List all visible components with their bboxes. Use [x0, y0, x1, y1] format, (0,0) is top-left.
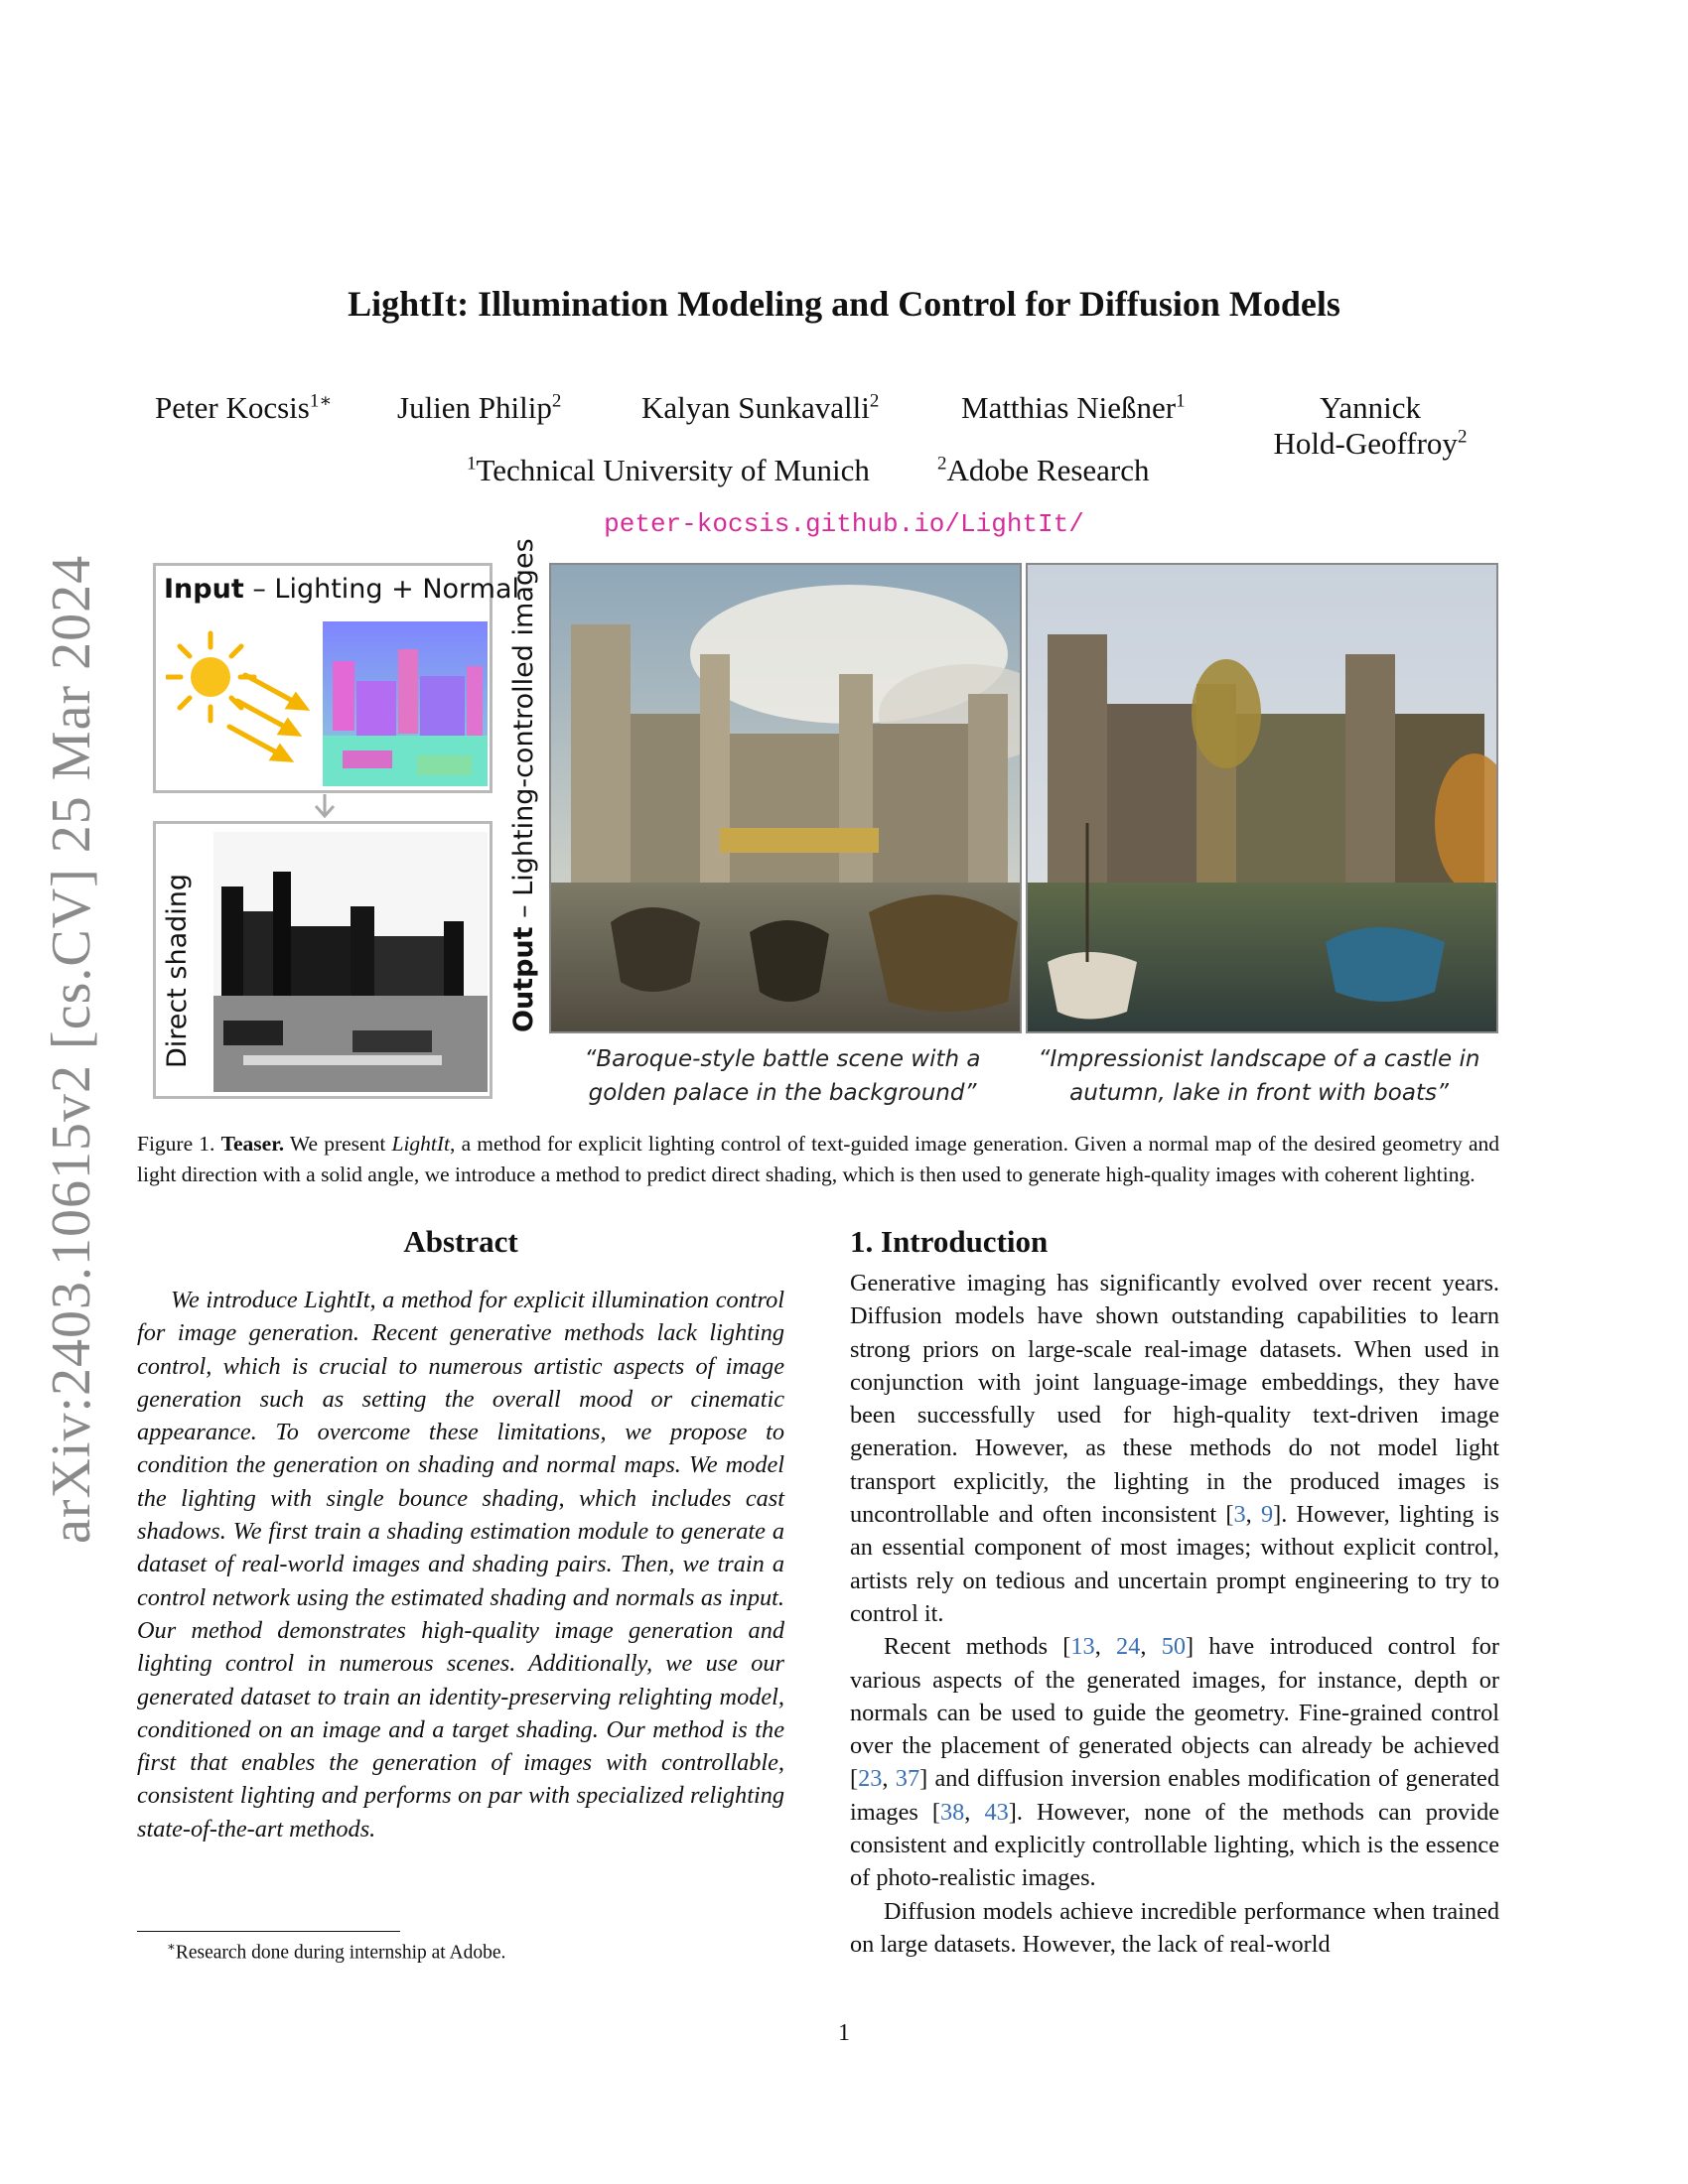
- input-panel: [153, 563, 520, 793]
- citation-link[interactable]: 38: [940, 1798, 965, 1826]
- citation-link[interactable]: 9: [1260, 1501, 1274, 1529]
- output-image-impressionist: [1026, 563, 1498, 1033]
- affiliation-sup: 1: [467, 453, 477, 475]
- citation-link[interactable]: 23: [858, 1765, 883, 1793]
- intro-paragraph-2: Recent methods [13, 24, 50] have introduced control for various aspects of the generated images, for instance, depth or normals can be used to guide the geometry. Fine-grained control over the placement of generated objects can already be achieved [23, 37] and diffusion inversion enables modification of generated images [38, 43]. However, none of the methods can provide consistent and explicitly controllable lighting, which is the essence of photo-realistic images.: [850, 1633, 1500, 1892]
- shading-image: [213, 832, 488, 1092]
- abstract-heading: Abstract: [403, 1224, 518, 1259]
- author-sup: 2: [1457, 426, 1468, 448]
- citation-link[interactable]: 50: [1161, 1633, 1186, 1661]
- figure-caption: Figure 1. Teaser. We present LightIt, a method for explicit lighting control of text-guided image generation. Given a normal map of the desired geometry and light direction with a solid angle, we introduce a method to predict direct shading, which is then used to generate high-quality images with coherent lighting.: [137, 1132, 1500, 1186]
- author-sup: 2: [551, 390, 562, 412]
- input-label: Input – Lighting + Normal: [164, 574, 520, 605]
- caption-prefix: Figure 1.: [137, 1132, 215, 1156]
- author-name: Julien Philip: [397, 390, 552, 425]
- affiliation-2: [937, 453, 1150, 488]
- author-5: [1251, 390, 1489, 462]
- impressionist-castle-image: [1028, 565, 1498, 1033]
- citation-link[interactable]: 24: [1116, 1633, 1141, 1661]
- author-name-line2-wrap: [1251, 426, 1489, 462]
- introduction-body: [850, 1267, 1499, 1961]
- arxiv-stamp: arXiv:2403.10615v2 [cs.CV] 25 Mar 2024: [41, 554, 102, 1544]
- footnote-rule: [137, 1931, 400, 1932]
- author-sup: 1: [1176, 390, 1186, 412]
- intro-paragraph-1: Generative imaging has significantly evolved over recent years. Diffusion models have shown outstanding capabilities to learn strong priors on large-scale real-image datasets. When used in conjunction with joint language-image embeddings, they have been successfully used for high-quality text-driven image generation. However, as these methods do not model light transport explicitly, the lighting in the produced images is uncontrollable and often inconsistent [3, 9]. However, lighting is an essential component of most images; without explicit control, artists rely on tedious and uncertain prompt engineering to try to control it.: [850, 1270, 1499, 1627]
- direct-shading-label: Direct shading: [162, 873, 193, 1068]
- citation-link[interactable]: 43: [984, 1798, 1009, 1826]
- footnote: ∗Research done during internship at Adobe.: [167, 1939, 506, 1964]
- author-1: [155, 390, 332, 426]
- direct-shading-panel: [153, 821, 492, 1099]
- affiliation-1: [467, 453, 870, 488]
- affiliation-sup: 2: [937, 453, 947, 475]
- author-3: [641, 390, 879, 426]
- author-sup: 2: [869, 390, 880, 412]
- citation-link[interactable]: 3: [1233, 1501, 1246, 1529]
- citation-link[interactable]: 37: [895, 1765, 920, 1793]
- author-2: [397, 390, 561, 426]
- prompt-caption-right: “Impressionist landscape of a castle in autumn, lake in front with boats”: [1038, 1046, 1480, 1106]
- caption-bold: Teaser.: [220, 1132, 285, 1156]
- author-name-line2: Hold-Geoffroy: [1273, 426, 1458, 461]
- intro-paragraph-3: Diffusion models achieve incredible performance when trained on large datasets. However, the lack of real-world: [850, 1897, 1499, 1958]
- caption-method-name: LightIt: [391, 1132, 451, 1156]
- citation-link[interactable]: 13: [1070, 1633, 1095, 1661]
- down-arrow-icon: [313, 794, 337, 822]
- author-sup: 1∗: [309, 390, 333, 412]
- author-name-line1: Yannick: [1320, 390, 1421, 425]
- author-name: Peter Kocsis: [155, 390, 310, 425]
- affiliation-name: Technical University of Munich: [476, 453, 870, 487]
- author-name: Kalyan Sunkavalli: [641, 390, 870, 425]
- prompt-caption-left: “Baroque-style battle scene with a golden palace in the background”: [584, 1046, 981, 1106]
- output-image-baroque: [549, 563, 1022, 1033]
- page-number: 1: [838, 2020, 850, 2046]
- introduction-heading: 1. Introduction: [850, 1224, 1049, 1259]
- baroque-castle-image: [551, 565, 1022, 1033]
- affiliation-name: Adobe Research: [946, 453, 1150, 487]
- normal-map-image: [323, 621, 488, 786]
- project-url[interactable]: peter-kocsis.github.io/LightIt/: [604, 509, 1084, 539]
- paper-title: LightIt: Illumination Modeling and Control for Diffusion Models: [348, 284, 1340, 324]
- output-label: Output – Lighting-controlled images: [508, 538, 539, 1032]
- author-4: [961, 390, 1186, 426]
- abstract-body: [137, 1284, 784, 1845]
- author-name: Matthias Nießner: [961, 390, 1177, 425]
- sun-light-icon: [166, 625, 315, 774]
- abstract-paragraph: We introduce LightIt, a method for explicit illumination control for image generation. Recent generative methods lack lighting control, which is crucial to numerous artistic aspects of image generation such as setting the overall mood or cinematic appearance. To overcome these limitations, we propose to condition the generation on shading and normal maps. We model the lighting with single bounce shading, which includes cast shadows. We first train a shading estimation module to generate a dataset of real-world images and shading pairs. Then, we train a control network using the estimated shading and normals as input. Our method demonstrates high-quality image generation and lighting control in numerous scenes. Additionally, we use our generated dataset to train an identity-preserving relighting model, conditioned on an image and a target shading. Our method is the first that enables the generation of images with controllable, consistent lighting and performs on par with specialized relighting state-of-the-art methods.: [137, 1287, 784, 1843]
